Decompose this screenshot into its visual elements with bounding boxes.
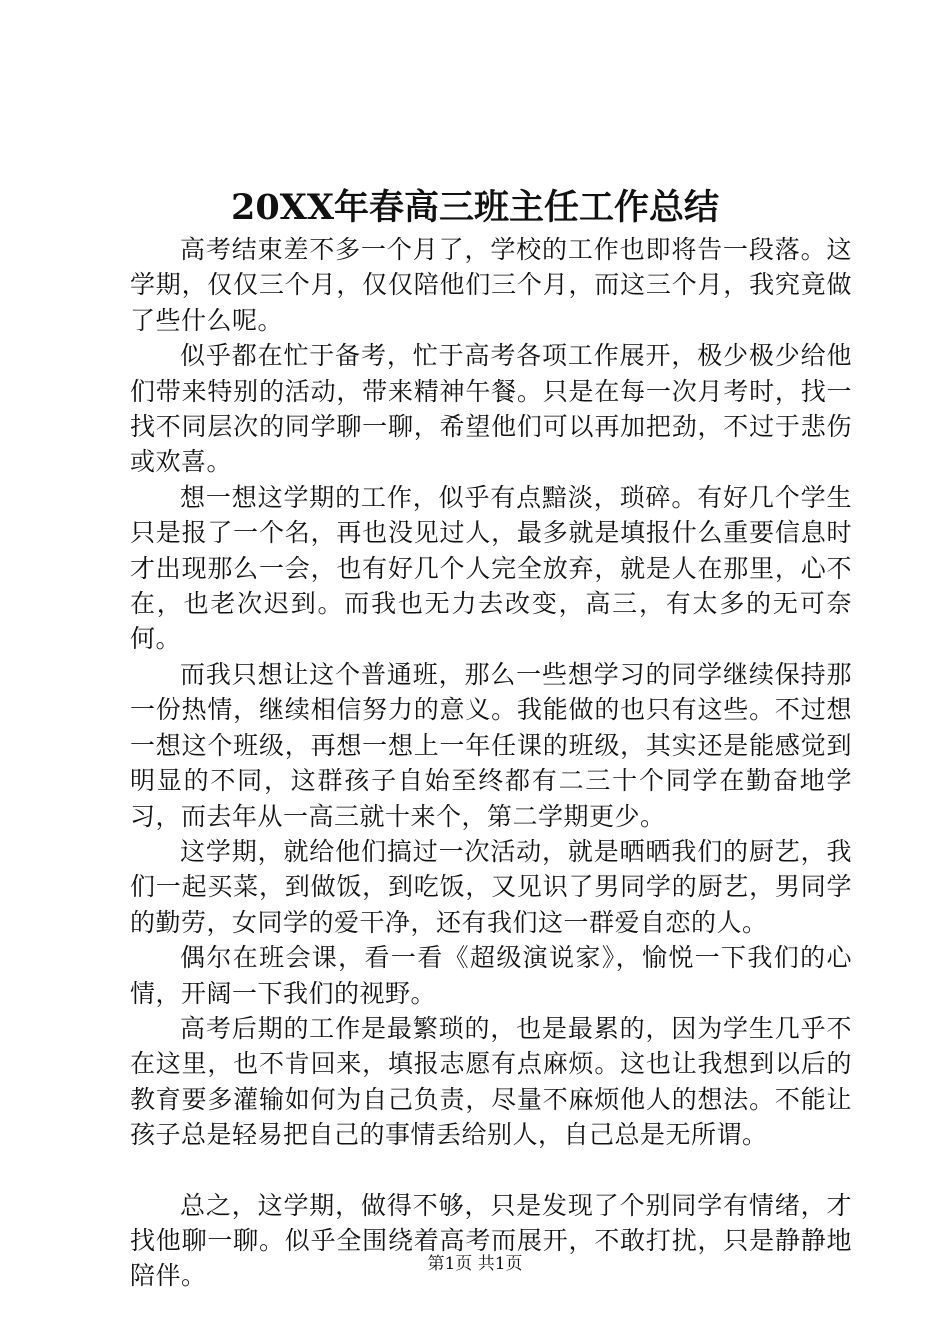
document-body: [130, 232, 852, 1294]
paragraph-2: 似乎都在忙于备考，忙于高考各项工作展开，极少极少给他们带来特别的活动，带来精神午餐。只是在每一次月考时，找一找不同层次的同学聊一聊，希望他们可以再加把劲，不过于悲伤或欢喜。: [130, 341, 852, 477]
paragraph-1: 高考结束差不多一个月了，学校的工作也即将告一段落。这学期，仅仅三个月，仅仅陪他们三个月，而这三个月，我究竟做了些什么呢。: [130, 235, 852, 335]
paragraph-6: 偶尔在班会课，看一看《超级演说家》，愉悦一下我们的心情，开阔一下我们的视野。: [130, 943, 852, 1008]
document-title: 20XX年春高三班主任工作总结: [230, 187, 720, 228]
page-footer: [0, 1252, 950, 1276]
paragraph-8: 总之，这学期，做得不够，只是发现了个别同学有情绪，才找他聊一聊。似乎全围绕着高考而展开，不敢打扰，只是静静地陪伴。: [130, 1190, 852, 1291]
page-total: 共1页: [477, 1254, 523, 1274]
paragraph-7: 高考后期的工作是最繁琐的，也是最累的，因为学生几乎不在这里，也不肯回来，填报志愿有点麻烦。这也让我想到以后的教育要多灌输如何为自己负责，尽量不麻烦他人的想法。不能让孩子总是轻易把自己的事情丢给别人，自己总是无所谓。: [130, 1013, 852, 1150]
paragraph-spacer: [130, 1153, 852, 1188]
paragraph-3: 想一想这学期的工作，似乎有点黯淡，琐碎。有好几个学生只是报了一个名，再也没见过人，最多就是填报什么重要信息时才出现那么一会，也有好几个人完全放弃，就是人在那里，心不在，也老次迟到。而我也无力去改变，高三，有太多的无可奈何。: [130, 482, 852, 654]
paragraph-4: 而我只想让这个普通班，那么一些想学习的同学继续保持那一份热情，继续相信努力的意义。我能做的也只有这些。不过想一想这个班级，再想一想上一年任课的班级，其实还是能感觉到明显的不同，这群孩子自始至终都有二三十个同学在勤奋地学习，而去年从一高三就十来个，第二学期更少。: [130, 659, 852, 831]
page-number: 第1页: [427, 1254, 473, 1274]
paragraph-5: 这学期，就给他们搞过一次活动，就是晒晒我们的厨艺，我们一起买菜，到做饭，到吃饭，又见识了男同学的厨艺，男同学的勤劳，女同学的爱干净，还有我们这一群爱自恋的人。: [130, 836, 852, 937]
